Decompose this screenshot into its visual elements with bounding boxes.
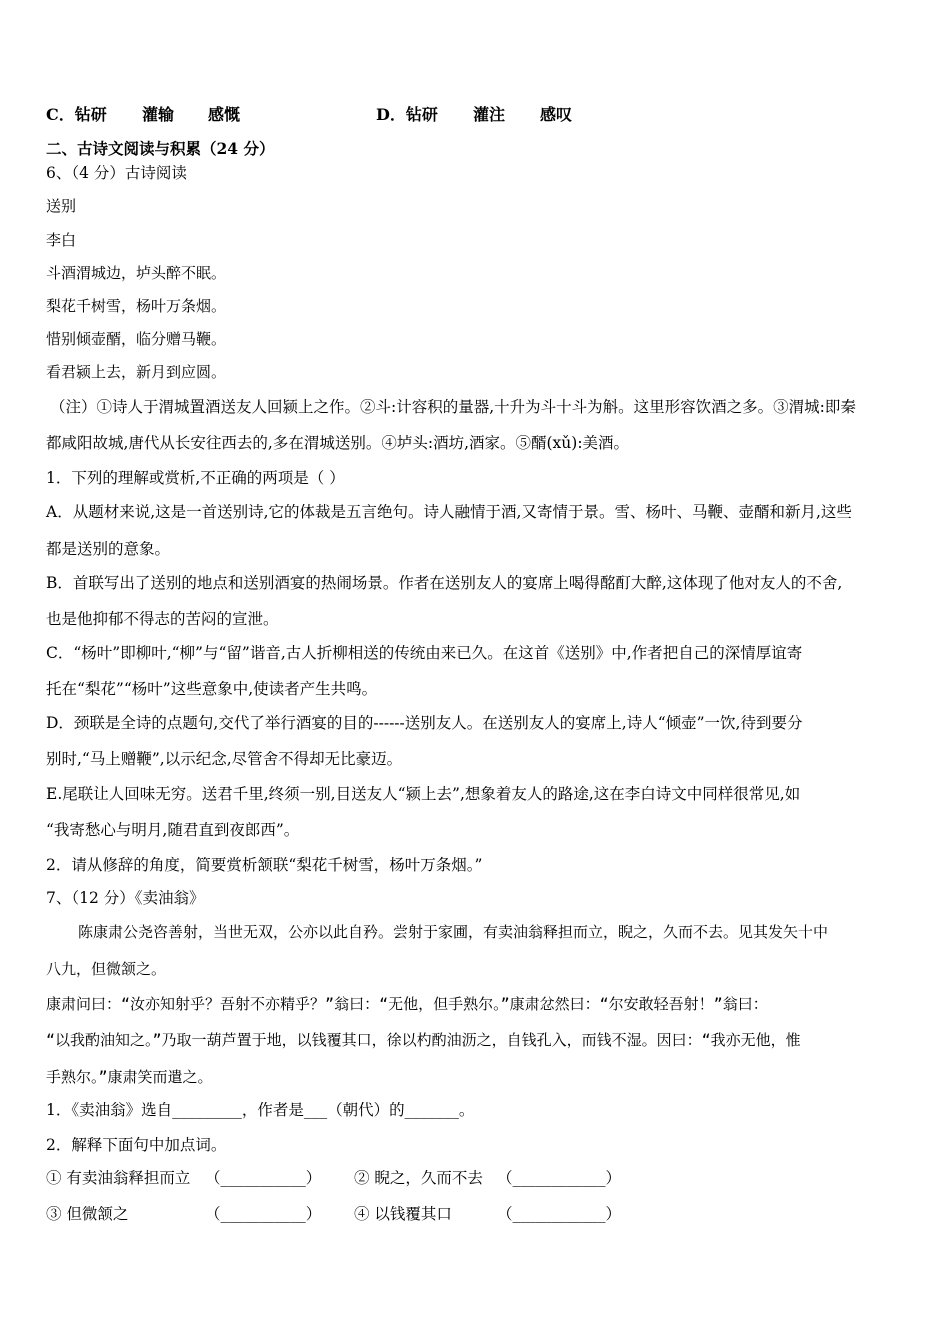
q6-option-a: A．从题材来说,这是一首送别诗,它的体裁是五言绝句。诗人融情于酒,又寄情于景。雪、杨叶、马鞭、壶醑和新月,这些 [46, 503, 852, 521]
passage-text: 康肃问曰：“汝亦知射乎？吾射不亦精乎？”翁曰：“无他，但手熟尔。”康肃忿然曰：“尔安敢轻吾射！”翁曰： [46, 995, 768, 1013]
answer-blank[interactable]: （____________） [497, 1205, 622, 1223]
answer-blank[interactable]: （___________） [205, 1169, 322, 1187]
q6-option-a: 都是送别的意象。 [46, 540, 171, 558]
q6-option-c: 托在“梨花”“杨叶”这些意象中,使读者产生共鸣。 [46, 680, 378, 698]
q6-option-d: D．颈联是全诗的点题句,交代了举行酒宴的目的------送别友人。在送别友人的宴席上,诗人“倾壶”一饮,待到要分 [46, 714, 803, 732]
poem-note: （注）①诗人于渭城置酒送友人回颍上之作。②斗:计容积的量器,十升为斗十斗为斛。这里形容饮酒之多。③渭城:即秦 [50, 398, 856, 416]
passage-text: 手熟尔。”康肃笑而遣之。 [46, 1068, 213, 1086]
q6-option-d: 别时,“马上赠鞭”,以示纪念,尽管舍不得却无比豪迈。 [46, 750, 403, 768]
poem-note: 都咸阳故城,唐代从长安往西去的,多在渭城送别。④垆头:酒坊,酒家。⑤醑(xǔ):美酒。 [46, 434, 630, 452]
poem-line: 斗酒渭城边，垆头醉不眠。 [46, 264, 227, 282]
q6-subquestion-1: 1．下列的理解或赏析,不正确的两项是（ ） [46, 469, 345, 487]
option-c-label: C．钻研 [46, 105, 107, 124]
option-d-label: D．钻研 [376, 105, 438, 124]
poem-title: 送别 [46, 197, 77, 215]
q6-option-e: E.尾联让人回味无穷。送君千里,终须一别,目送友人“颍上去”,想象着友人的路途,这在李白诗文中同样很常见,如 [46, 785, 801, 803]
option-d-word-3: 感叹 [540, 105, 573, 124]
answer-blank[interactable]: （___________） [205, 1205, 322, 1223]
poem-line: 看君颍上去，新月到应圆。 [46, 363, 227, 381]
question-7-header: 7、（12 分）《卖油翁》 [46, 889, 205, 907]
poem-line: 梨花千树雪，杨叶万条烟。 [46, 297, 227, 315]
q7-item-1: ① 有卖油翁释担而立 [46, 1169, 191, 1187]
q7-item-2: ② 睨之，久而不去 [354, 1169, 483, 1187]
q7-subquestion-2: 2．解释下面句中加点词。 [46, 1136, 227, 1154]
q6-subquestion-2: 2．请从修辞的角度，简要赏析颔联“梨花千树雪，杨叶万条烟。” [46, 856, 483, 874]
passage-text: 陈康肃公尧咨善射，当世无双，公亦以此自矜。尝射于家圃，有卖油翁释担而立，睨之，久而不去。见其发矢十中 [78, 923, 829, 941]
question-6-header: 6、（4 分）古诗阅读 [46, 164, 187, 182]
q7-item-3: ③ 但微颔之 [46, 1205, 129, 1223]
poem-author: 李白 [46, 231, 77, 249]
q6-option-e: “我寄愁心与明月,随君直到夜郎西”。 [46, 821, 300, 839]
poem-line: 惜别倾壶醑，临分赠马鞭。 [46, 330, 227, 348]
q7-subquestion-1: 1．《卖油翁》选自_________，作者是___（朝代）的_______。 [46, 1101, 475, 1119]
option-c-word-3: 感慨 [208, 105, 241, 124]
q6-option-b: B．首联写出了送别的地点和送别酒宴的热闹场景。作者在送别友人的宴席上喝得酩酊大醉,这体现了他对友人的不舍, [46, 574, 843, 592]
section-title: 二、古诗文阅读与积累（24 分） [46, 139, 275, 158]
q6-option-c: C．“杨叶”即柳叶,“柳”与“留”谐音,古人折柳相送的传统由来已久。在这首《送别》中,作者把自己的深情厚谊寄 [46, 644, 803, 662]
passage-text: 八九，但微颔之。 [46, 960, 167, 978]
answer-blank[interactable]: （____________） [497, 1169, 622, 1187]
passage-text: “以我酌油知之。”乃取一葫芦置于地，以钱覆其口，徐以杓酌油沥之，自钱孔入，而钱不湿。因曰：“我亦无他，惟 [46, 1031, 801, 1049]
q6-option-b: 也是他抑郁不得志的苦闷的宣泄。 [46, 610, 279, 628]
q7-item-4: ④ 以钱覆其口 [354, 1205, 452, 1223]
option-d-word-2: 灌注 [473, 105, 506, 124]
option-c-word-2: 灌输 [142, 105, 175, 124]
